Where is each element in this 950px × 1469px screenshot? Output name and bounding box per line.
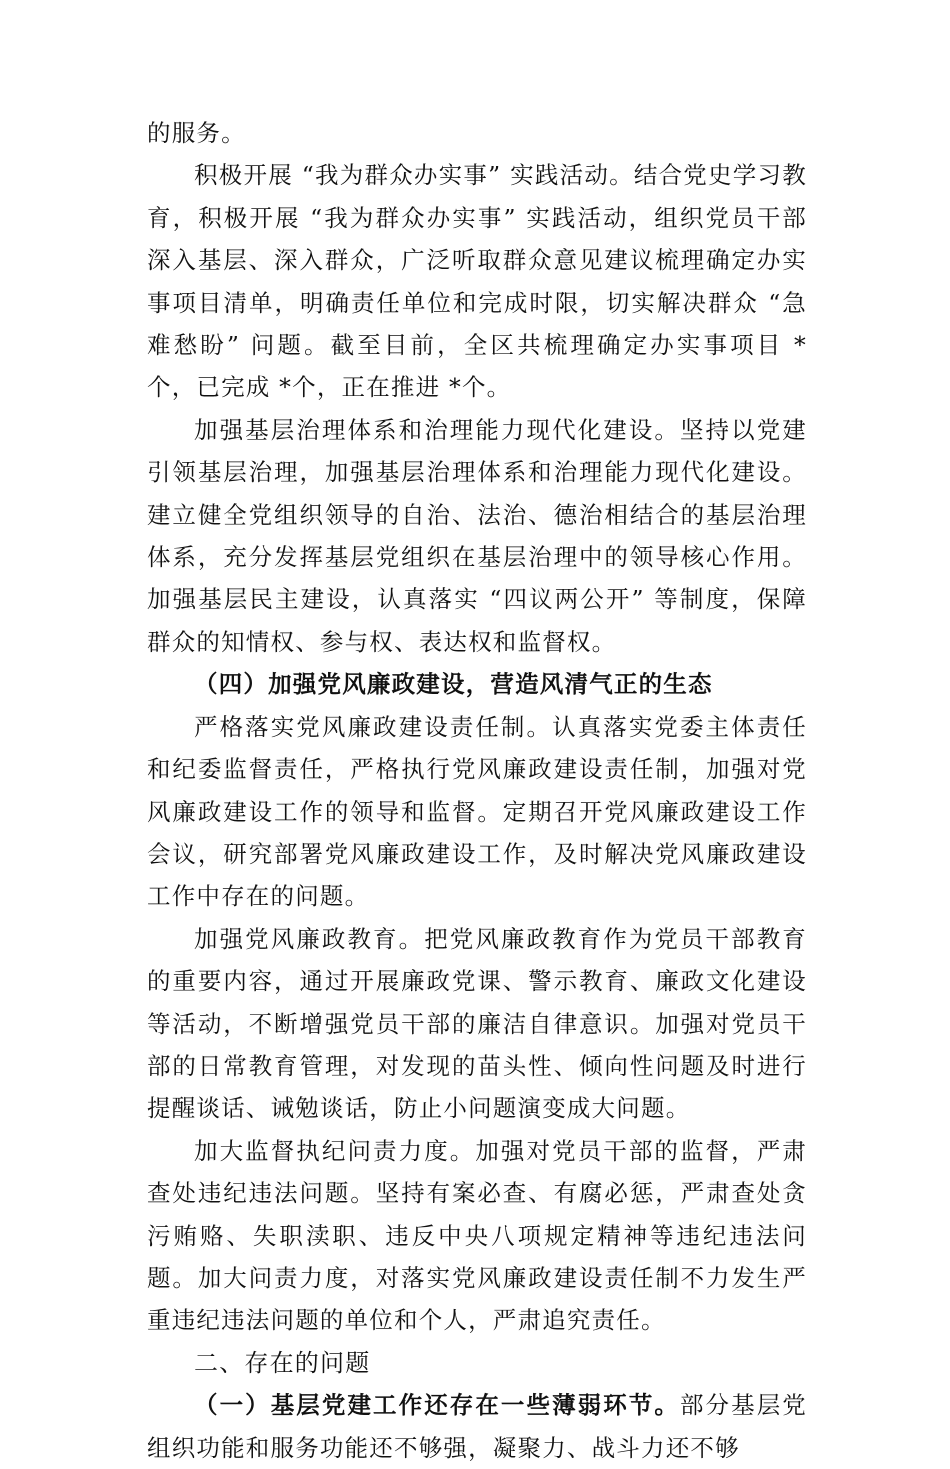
- subheading-four: （四）加强党风廉政建设，营造风清气正的生态: [194, 670, 713, 699]
- paragraph-practice-activity: 积极开展 “我为群众办实事” 实践活动。结合党史学习教育，积极开展 “我为群众办实事” 实践活动，组织党员干部深入基层、深入群众，广泛听取群众意见建议梳理确定办实事项目清单，明确责任单位和完成时限，切实解决群众 “急难愁盼” 问题。截至目前，全区共梳理确定办实事项目 *个，已完成 *个，正在推进 *个。: [147, 161, 807, 402]
- problem-one-lead: （一）基层党建工作还存在一些薄弱环节。: [194, 1391, 680, 1420]
- problem-one-text: 部分基层党组织功能和服务功能还不够强，凝聚力、战斗力还不够: [147, 1391, 807, 1462]
- document-page: [147, 112, 807, 1469]
- paragraph-governance: 加强基层治理体系和治理能力现代化建设。坚持以党建引领基层治理，加强基层治理体系和治理能力现代化建设。建立健全党组织领导的自治、法治、德治相结合的基层治理体系，充分发挥基层党组织在基层治理中的领导核心作用。加强基层民主建设，认真落实 “四议两公开” 等制度，保障群众的知情权、参与权、表达权和监督权。: [147, 415, 807, 656]
- paragraph-continuation: 的服务。: [147, 119, 246, 147]
- paragraph-problem-one: [147, 1384, 807, 1469]
- paragraph-education: 加强党风廉政教育。把党风廉政教育作为党员干部教育的重要内容，通过开展廉政党课、警示教育、廉政文化建设等活动，不断增强党员干部的廉洁自律意识。加强对党员干部的日常教育管理，对发现的苗头性、倾向性问题及时进行提醒谈话、诫勉谈话，防止小问题演变成大问题。: [147, 924, 807, 1123]
- section-heading-problems: 二、存在的问题: [194, 1348, 371, 1377]
- paragraph-responsibility: 严格落实党风廉政建设责任制。认真落实党委主体责任和纪委监督责任，严格执行党风廉政建设责任制，加强对党风廉政建设工作的领导和监督。定期召开党风廉政建设工作会议，研究部署党风廉政建设工作，及时解决党风廉政建设工作中存在的问题。: [147, 712, 807, 911]
- paragraph-supervision: 加大监督执纪问责力度。加强对党员干部的监督，严肃查处违纪违法问题。坚持有案必查、有腐必惩，严肃查处贪污贿赂、失职渎职、违反中央八项规定精神等违纪违法问题。加大问责力度，对落实党风廉政建设责任制不力发生严重违纪违法问题的单位和个人，严肃追究责任。: [147, 1136, 807, 1335]
